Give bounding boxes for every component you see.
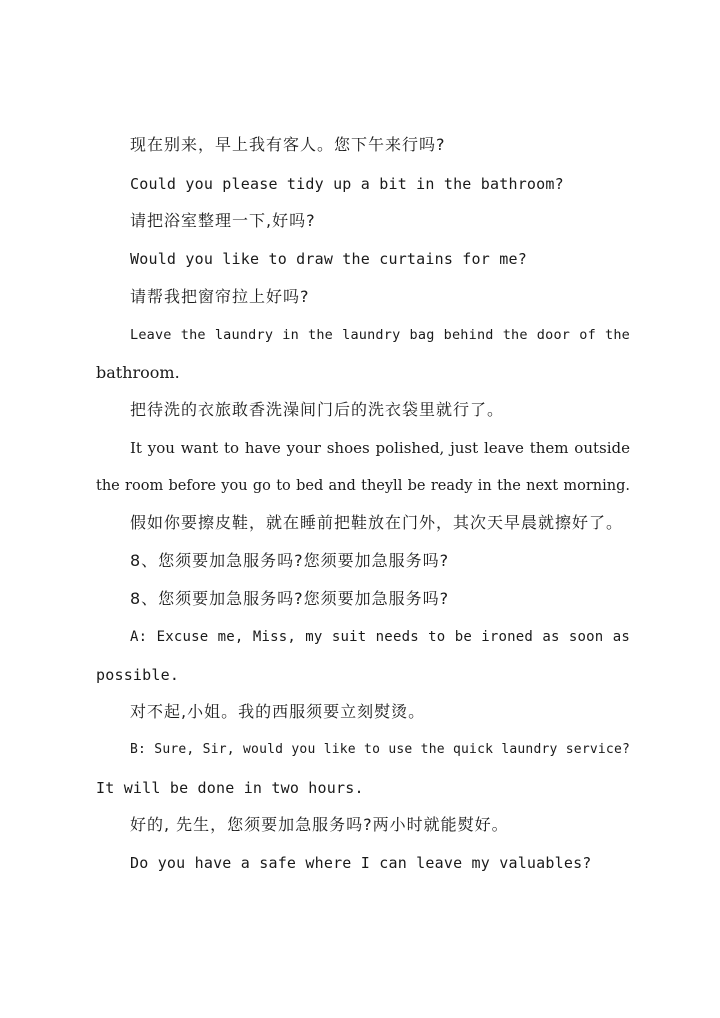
text-line: Could you please tidy up a bit in the bathroom?: [130, 175, 564, 193]
text-line: It will be done in two hours.: [96, 779, 364, 797]
text-line: 对不起,小姐。我的西服须要立刻熨烫。: [130, 702, 426, 721]
text-line: 8、您须要加急服务吗?您须要加急服务吗?: [130, 589, 450, 608]
text-line: 现在别来，早上我有客人。您下午来行吗?: [130, 135, 446, 154]
text-line: A: Excuse me, Miss, my suit needs to be ironed as soon as: [130, 629, 630, 645]
text-line: 把待洗的衣旅敢香洗澡间门后的洗衣袋里就行了。: [130, 400, 505, 419]
text-line: the room before you go to bed and theyll be ready in the next morning.: [96, 478, 630, 494]
text-line: Would you like to draw the curtains for me?: [130, 250, 527, 268]
text-line: Do you have a safe where I can leave my valuables?: [130, 854, 592, 872]
text-line: 请把浴室整理一下,好吗?: [130, 211, 316, 230]
text-line: 假如你要擦皮鞋，就在睡前把鞋放在门外，其次天早晨就擦好了。: [130, 513, 624, 532]
text-line: 好的, 先生，您须要加急服务吗?两小时就能熨好。: [130, 815, 509, 834]
text-line: Leave the laundry in the laundry bag behind the door of the: [130, 327, 630, 343]
text-line: 8、您须要加急服务吗?您须要加急服务吗?: [130, 551, 450, 570]
text-line: It you want to have your shoes polished, just leave them outside: [130, 439, 630, 457]
text-line: B: Sure, Sir, would you like to use the quick laundry service?: [130, 742, 630, 757]
text-line: bathroom.: [96, 363, 180, 382]
text-line: 请帮我把窗帘拉上好吗?: [130, 287, 310, 306]
text-line: possible.: [96, 666, 180, 684]
